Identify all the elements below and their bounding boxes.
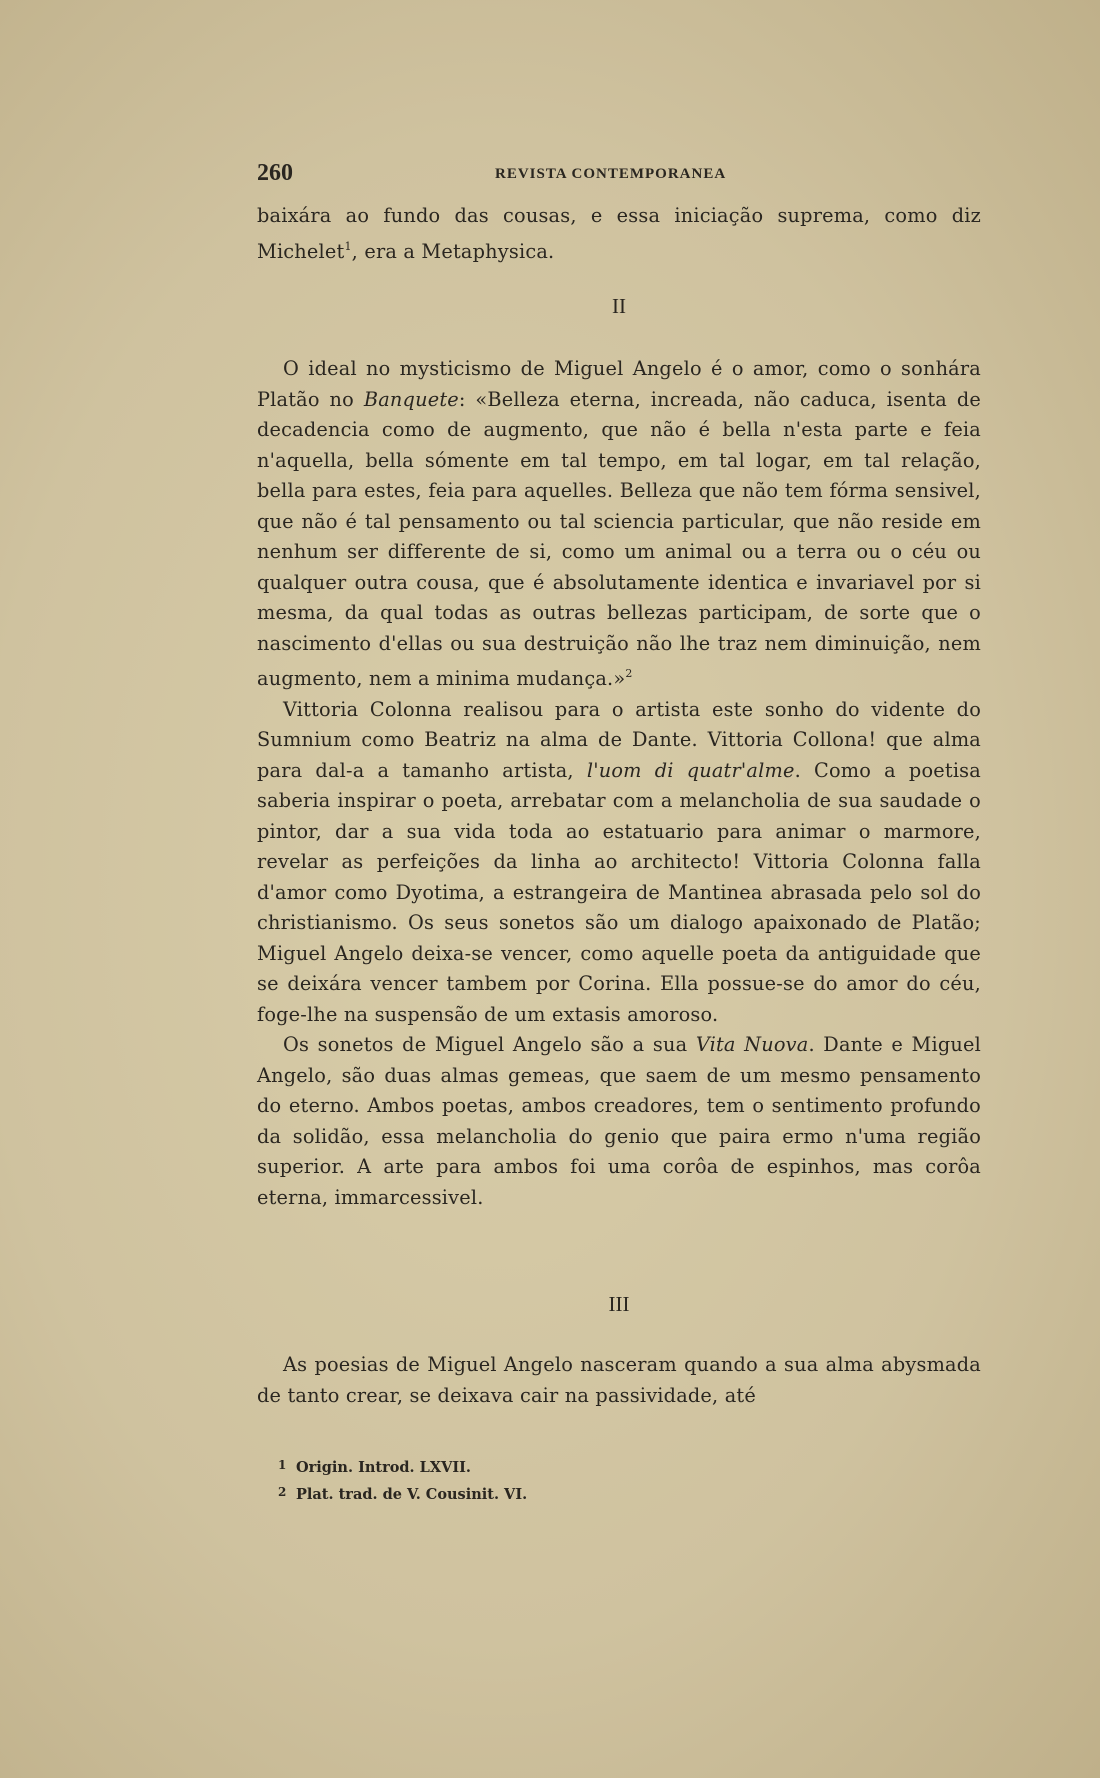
paragraph-text: Os sonetos de Miguel Angelo são a sua (283, 1033, 696, 1056)
footnote-mark: 1 (278, 1458, 287, 1472)
running-title: REVISTA CONTEMPORANEA (495, 166, 727, 182)
italic-quote: l'uom di quatr'alme (586, 758, 795, 782)
paragraph (257, 354, 981, 695)
paragraph-text: Vittoria Colonna realisou para o artista este sonho do vidente do Sumnium como Beatriz na alma de Dante. Vittoria Collona! que alma para dal-a a tamanho artista, (257, 697, 981, 782)
footnote-ref-1: 1 (344, 239, 352, 253)
footnotes (278, 1453, 778, 1507)
footnote-mark: 2 (278, 1485, 287, 1499)
italic-title-banquete: Banquete (363, 387, 459, 411)
intro-text: baixára ao fundo das cousas, e essa iniciação suprema, como diz Michelet (257, 204, 981, 263)
paragraph (257, 1030, 981, 1213)
footnote-text: Plat. trad. de V. Cousinit. VI. (296, 1486, 528, 1503)
paragraph: As poesias de Miguel Angelo nasceram quando a sua alma abysmada de tanto crear, se deixava cair na passividade, até (257, 1353, 981, 1407)
paragraph-text: : «Belleza eterna, increada, não caduca, isenta de decadencia como de augmento, que não é bella n'esta parte e feia n'aquella, bella sómente em tal tempo, em tal logar, em tal relação, bella para estes, feia para aquelles. Belleza que não tem fórma sensivel, que não é tal pensamento ou tal sciencia particular, que não reside em nenhum ser differente de si, como um animal ou a terra ou o céu ou qualquer outra cousa, que é absolutamente identica e invariavel por si mesma, da qual todas as outras bellezas participam, de sorte que o nascimento d'ellas ou sua destruição não lhe traz nem diminuição, nem augmento, nem a minima mudança.» (257, 387, 981, 690)
page-header (257, 160, 981, 188)
paragraph-text: O ideal no mysticismo de Miguel Angelo é o amor, como o sonhára Platão no (257, 357, 981, 411)
section-2-body (257, 354, 981, 1213)
italic-title-vita-nuova: Vita Nuova (695, 1033, 809, 1056)
footnote-2 (278, 1480, 778, 1507)
page-number: 260 (257, 160, 293, 186)
paragraph-text: . Como a poetisa saberia inspirar o poeta, arrebatar com a melancholia de sua saudade o pintor, dar a sua vida toda ao estatuario para animar o marmore, revelar as perfeições da linha ao architecto! Vittoria Colonna falla d'amor como Dyotima, a estrangeira de Mantinea abrasada pelo sol do christianismo. Os seus sonetos são um dialogo apaixonado de Platão; Miguel Angelo deixa-se vencer, como aquelle poeta da antiguidade que se deixára vencer tambem por Corina. Ella possue-se do amor do céu, foge-lhe na suspensão de um extasis amoroso. (257, 758, 981, 1026)
section-heading-3: III (608, 1292, 630, 1316)
footnote-ref-2: 2 (625, 667, 633, 680)
paragraph (257, 695, 981, 1031)
intro-text-end: , era a Metaphysica. (351, 239, 555, 263)
section-heading-2: II (612, 294, 626, 318)
footnote-1 (278, 1453, 778, 1480)
intro-paragraph (257, 201, 981, 267)
section-3-body (257, 1350, 981, 1411)
paragraph-text: . Dante e Miguel Angelo, são duas almas gemeas, que saem de um mesmo pensamento do eterno. Ambos poetas, ambos creadores, tem o sentimento profundo da solidão, essa melancholia do genio que paira ermo n'uma região superior. A arte para ambos foi uma corôa de espinhos, mas corôa eterna, immarcessivel. (257, 1033, 981, 1209)
footnote-text: Origin. Introd. LXVII. (296, 1459, 471, 1476)
